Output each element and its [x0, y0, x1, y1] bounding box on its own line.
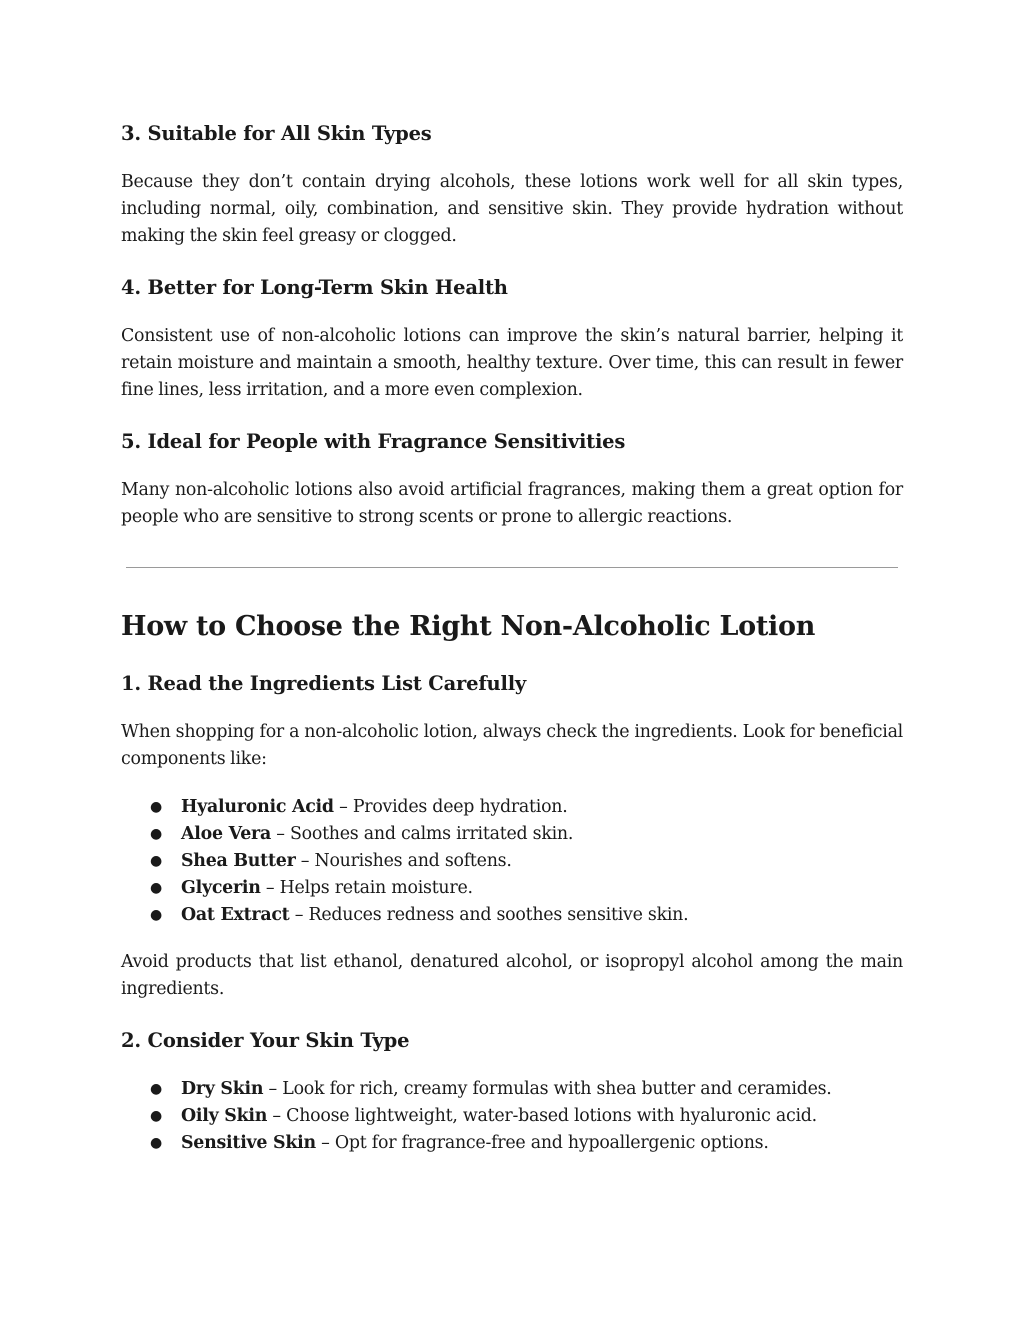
list-item [121, 1103, 903, 1130]
heading-fragrance-sensitivities: 5. Ideal for People with Fragrance Sensitivities [121, 430, 626, 453]
bullet-icon: ● [150, 826, 162, 842]
list-item-description: – Opt for fragrance-free and hypoallergenic options. [315, 1133, 769, 1153]
list-item-term: Shea Butter [181, 851, 296, 871]
list-item [121, 1076, 903, 1103]
list-item-term: Oily Skin [181, 1106, 268, 1126]
list-item [121, 848, 903, 875]
heading-read-ingredients: 1. Read the Ingredients List Carefully [121, 672, 527, 695]
list-item [121, 821, 903, 848]
list-item [121, 902, 903, 929]
bullet-icon: ● [150, 907, 162, 923]
list-item-term: Aloe Vera [181, 824, 271, 844]
paragraph-suitable-skin-types: Because they don’t contain drying alcohols, these lotions work well for all skin types, including normal, oily, combination, and sensitive skin. They provide hydration without making the skin feel greasy or clogged. [121, 172, 903, 246]
list-item-description: – Look for rich, creamy formulas with shea butter and ceramides. [263, 1079, 832, 1099]
skin-type-list [121, 1076, 903, 1157]
list-item-description: – Provides deep hydration. [333, 797, 568, 817]
heading-suitable-skin-types: 3. Suitable for All Skin Types [121, 122, 432, 145]
list-item [121, 1130, 903, 1157]
bullet-icon: ● [150, 1135, 162, 1151]
list-item-term: Glycerin [181, 878, 261, 898]
list-item [121, 794, 903, 821]
list-item [121, 875, 903, 902]
bullet-icon: ● [150, 1081, 162, 1097]
paragraph-ingredients-avoid: Avoid products that list ethanol, denatured alcohol, or isopropyl alcohol among the main ingredients. [121, 952, 903, 999]
list-item-term: Sensitive Skin [181, 1133, 316, 1153]
paragraph-ingredients-intro: When shopping for a non-alcoholic lotion, always check the ingredients. Look for beneficial components like: [121, 722, 903, 769]
list-item-description: – Helps retain moisture. [260, 878, 473, 898]
bullet-icon: ● [150, 799, 162, 815]
bullet-icon: ● [150, 853, 162, 869]
list-item-description: – Soothes and calms irritated skin. [270, 824, 574, 844]
list-item-description: – Nourishes and softens. [295, 851, 512, 871]
list-item-term: Hyaluronic Acid [181, 797, 334, 817]
list-item-description: – Reduces redness and soothes sensitive skin. [289, 905, 689, 925]
section-divider [126, 567, 898, 568]
bullet-icon: ● [150, 880, 162, 896]
heading-long-term-health: 4. Better for Long-Term Skin Health [121, 276, 508, 299]
ingredients-list [121, 794, 903, 929]
list-item-description: – Choose lightweight, water-based lotions with hyaluronic acid. [267, 1106, 817, 1126]
paragraph-fragrance-sensitivities: Many non-alcoholic lotions also avoid artificial fragrances, making them a great option for people who are sensitive to strong scents or prone to allergic reactions. [121, 480, 903, 527]
bullet-icon: ● [150, 1108, 162, 1124]
heading-skin-type: 2. Consider Your Skin Type [121, 1029, 410, 1052]
paragraph-long-term-health: Consistent use of non-alcoholic lotions can improve the skin’s natural barrier, helping it retain moisture and maintain a smooth, healthy texture. Over time, this can result in fewer fine lines, less irritation, and a more even complexion. [121, 326, 903, 400]
list-item-term: Dry Skin [181, 1079, 264, 1099]
list-item-term: Oat Extract [181, 905, 290, 925]
section-title-how-to-choose: How to Choose the Right Non-Alcoholic Lotion [121, 611, 816, 642]
